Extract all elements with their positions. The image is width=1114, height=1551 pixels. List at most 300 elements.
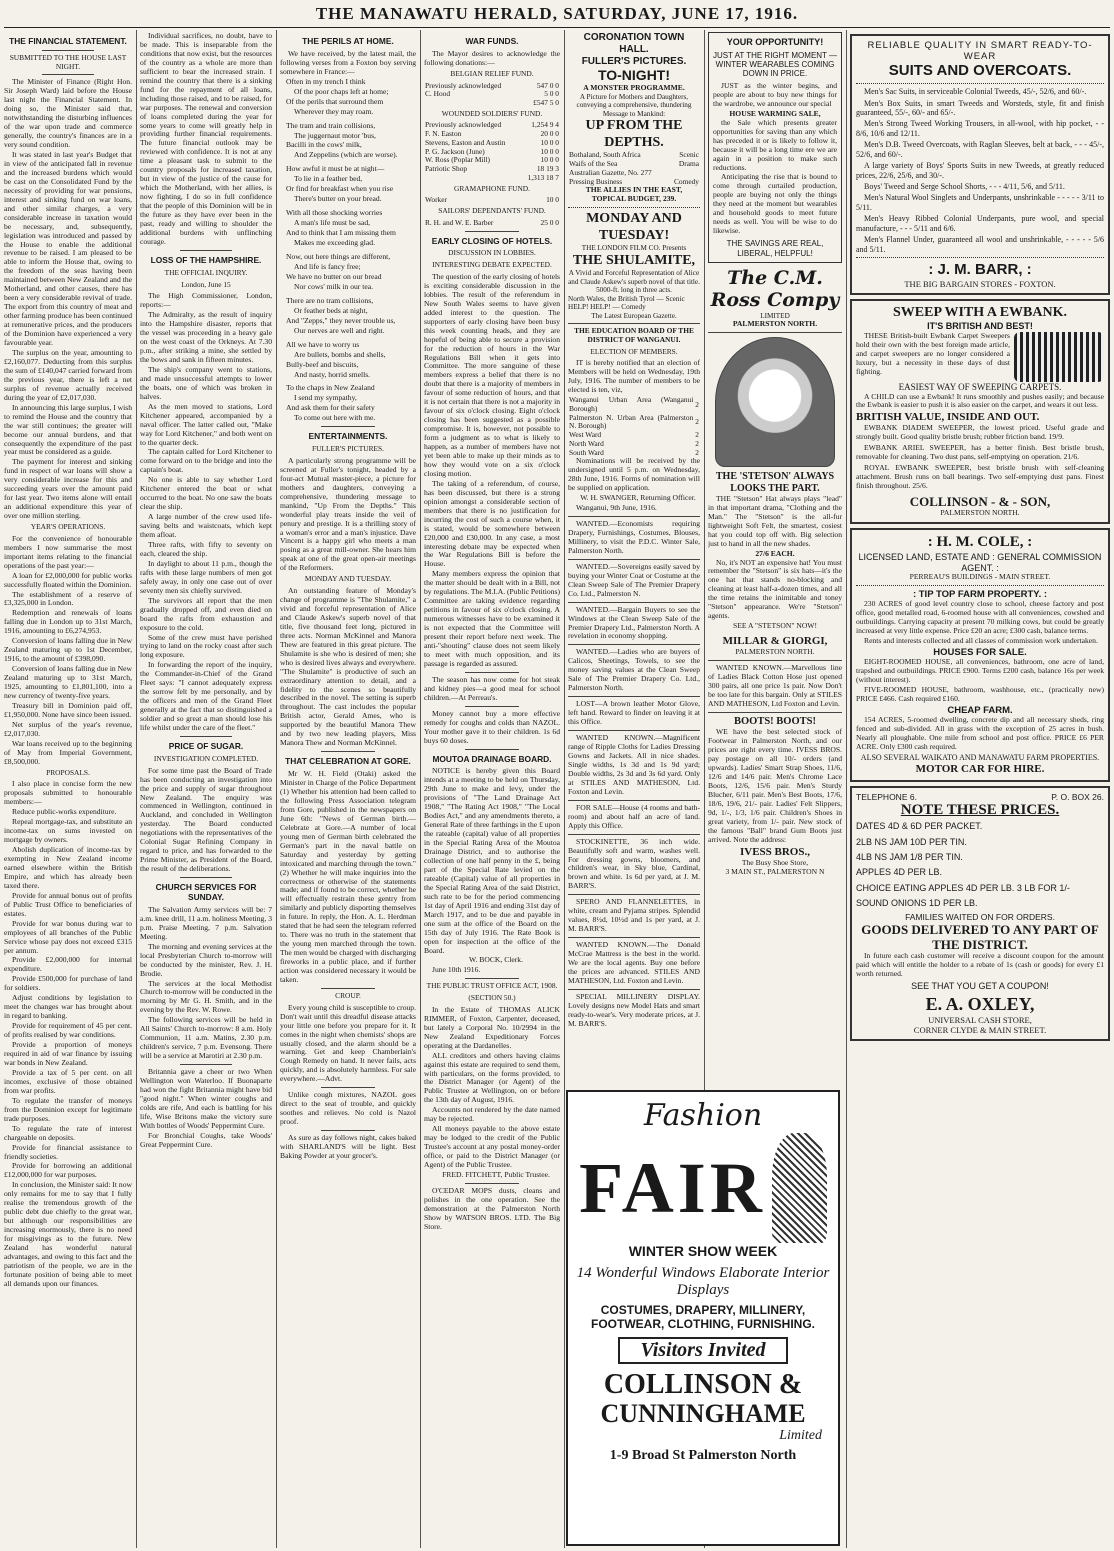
store-name: E. A. OXLEY,: [925, 993, 1035, 1014]
store-address: THE BIG BARGAIN STORES - FOXTON.: [904, 278, 1056, 289]
list-item: SOUND ONIONS 1D PER LB.: [856, 898, 978, 909]
divider: [321, 1130, 375, 1131]
list-item: Men's Heavy Ribbed Colonial Underpants, pure wool, and special manufacture, - - - 5/11 and 6/6.: [856, 214, 1104, 233]
store-address: CORNER CLYDE & MAIN STREET.: [913, 1025, 1047, 1036]
ross-logo: The C.M. Ross Compy: [710, 267, 840, 312]
lady-figure-illustration: [772, 1133, 827, 1243]
listing-heading: : TIP TOP FARM PROPERTY. :: [912, 589, 1048, 601]
ross-limited: LIMITED: [760, 311, 790, 320]
article-title: CHURCH SERVICES FOR SUNDAY.: [155, 882, 257, 902]
divider: [568, 696, 700, 697]
ad-heading: SUITS AND OVERCOATS.: [888, 62, 1072, 80]
row-value: 10 0 0: [540, 155, 559, 165]
list-item: Men's Box Suits, in smart Tweeds and Worsteds, style, fit and finish guaranteed, 55/-, 60/- and 65/-.: [856, 98, 1104, 117]
divider: [856, 83, 1104, 84]
poem-line: To the chaps in New Zealand: [286, 383, 375, 393]
article-title: ENTERTAINMENTS.: [308, 431, 388, 442]
list-item: Boys' Tweed and Serge School Shorts, - - - 4/11, 5/6, and 5/11.: [864, 182, 1065, 192]
man-in-hat-illustration: [715, 337, 835, 467]
carpet-sweeper-illustration: [1014, 332, 1104, 382]
paragraph: Nominations will be received by the undersigned until 5 p.m. on Wednesday, 28th June, 1916. Forms of nomination will be supplied on application.: [568, 456, 700, 493]
sale-name: HOUSE WARMING SALE,: [729, 108, 821, 118]
ad-text: Anticipating the rise that is bound to come through curtailed production, people are buying not only the things they need at the moment but wearables and household goods to meet future needs as well. You will be wise to do likewise.: [713, 172, 837, 236]
listing-text: 154 ACRES, 5-roomed dwelling, concrete dip and all necessary sheds, ring fenced and sub-divided. All in grass with the exception of 25 acres in bush. Nearly all ploughable. One mile from school and post office. PRICE £6 PER ACRE. Only £300 cash required.: [856, 715, 1104, 752]
agent-title: LICENSED LAND, ESTATE AND : GENERAL COMMISSION AGENT. :: [858, 552, 1102, 573]
paragraph: Provide a proportion of moneys required in aid of war finance by issuing war bonds in New Zealand.: [4, 1040, 132, 1067]
date: Wanganui, 9th June, 1916.: [576, 503, 657, 513]
paragraph: The morning and evening services at the local Presbyterian Church to-morrow will be conducted by the minister, Rev. J. H. Brodie.: [140, 941, 272, 978]
list-item: 4LB NS JAM 1/8 PER TIN.: [856, 852, 963, 863]
paragraph: The survivors all report that the men gradually dropped off, and even died on board the rafts from exhaustion and exposure to the cold.: [140, 595, 272, 632]
ad-text: North Wales, the British Tyrol — Scenic: [568, 294, 685, 303]
poem-line: Our nerves are well and right.: [294, 325, 385, 335]
list-item: CHOICE EATING APPLES 4D PER LB. 3 LB FOR 1/-: [856, 882, 1070, 893]
row-value: 2: [695, 416, 699, 426]
notice-title: MOUTOA DRAINAGE BOARD.: [432, 753, 552, 764]
row-value: Comedy: [673, 176, 699, 186]
list-item: ROYAL EWBANK SWEEPER, best bristle brush with self-cleaning attachment. Brush runs on ball bearings. Two self-emptying dust pans. Finest finish throughout. 25/6.: [856, 463, 1104, 491]
paragraph: In forwarding the report of the inquiry, the Commander-in-Chief of the Grand Fleet says: "I cannot adequately express the sorrow felt by me personally, and by the officers and men of the Grand Fleet generally at the fact that so distinguished a soldier and so great a man should lose his life whilst under the care of the fleet.": [140, 660, 272, 733]
masthead: THE MANAWATU HERALD, SATURDAY, JUNE 17, 1916.: [315, 4, 799, 23]
list-item: Men's Natural Wool Singlets and Underpants, unshrinkable - - - - - 3/11 to 5/11.: [856, 193, 1104, 212]
divider: [708, 332, 842, 333]
store-town: PALMERSTON NORTH.: [940, 508, 1020, 518]
ad-text: FAMILIES WAITED ON FOR ORDERS.: [905, 911, 1055, 922]
list-item: Men's Sac Suits, in serviceable Colonial Tweeds, 45/-, 52/6, and 60/-.: [864, 87, 1087, 97]
listing-heading: ALSO SEVERAL WAIKATO AND MANAWATU FARM PROPERTIES.: [860, 753, 1100, 763]
divider: [180, 1064, 233, 1065]
divider: [568, 937, 700, 938]
windows-text: 14 Wonderful Windows Elaborate Interior Displays: [576, 1265, 830, 1298]
paragraph: To regulate the rate of interest chargeable on deposits.: [4, 1123, 132, 1142]
paragraph: All moneys payable to the above estate may be lodged to the credit of the Public Trustee's account at any postal money-order office, or paid to the District Manager (or Agent) of the Public Trustee.: [424, 1124, 560, 1170]
signature: W. H. SWANGER, Returning Officer.: [580, 493, 696, 503]
ad-text: THE "Stetson" Hat always plays "lead" in that important drama, "Clothing and the Man." The "Stetson" is the all-fur lightweight Soft Felt, the smartest, cosiest hat you could top off with. Big selection just to hand in all the new shades.: [708, 493, 842, 548]
ewbank-ad: [850, 299, 1110, 525]
divider: [568, 800, 700, 801]
poem-line: There are no tram collisions,: [286, 295, 374, 305]
poem-line: And "Zepps," they never trouble us,: [286, 315, 396, 325]
listing-heading: MOTOR CAR FOR HIRE.: [915, 762, 1045, 775]
article-title: THAT CELEBRATION AT GORE.: [285, 756, 411, 767]
row-label: Bothaland, South Africa: [569, 150, 641, 160]
row-label: Patriotic Shop: [425, 164, 468, 174]
paragraph: Provide £500,000 for purchase of land for soldiers.: [4, 974, 132, 993]
election-list: [568, 396, 700, 457]
row-value: 10 0: [546, 195, 559, 205]
divider: [568, 559, 700, 560]
fashion-title: Fashion: [643, 1098, 763, 1133]
ad-heading: NOTE THESE PRICES.: [900, 801, 1060, 818]
column-rule: [276, 30, 277, 1548]
divider: [321, 751, 375, 752]
paragraph: Provide for annual bonus out of profits of Public Trust Office to beneficiaries of estates.: [4, 890, 132, 918]
listing-text: 230 ACRES of good level country close to school, cheese factory and post office, good metalled road, 6-roomed house with all conveniences, cowshed and outbuildings. Carrying capacity at present 70 milking cows, but could be greatly increased at very little expense. Price £20 an acre; £300 cash, balance terms.: [856, 599, 1104, 636]
list-item: Men's Flannel Under, guaranteed all wool and unshrinkable, - - - - - 5/6 and 5/11.: [856, 235, 1104, 254]
paragraph: Individual sacrifices, no doubt, have to be made. This is inseparable from the conditions that now exist, but the resources of the country as a whole are more than sufficient to bear the increased strain. I remind the country that there is a sinking fund for the repayment of all loans, including those raised, and to be raised, for war purposes. The renewal and conversion of loans completed during the year for some years to come will greatly help in providing further financial requirements. The future financial outlook may be reviewed with confidence. It is not at any time a pleasant task to submit to the country proposals for increased taxation, but in view of the justice of the cause for which the Motherland, with her allies, is now fighting, I do so in full confidence that the people of this Dominion will be in the future as they have ever been in the past, ready and willing to shoulder the additional burdens with unflinching courage.: [140, 32, 272, 246]
ad-text: The Latest European Gazette.: [591, 311, 677, 320]
ad-heading: RELIABLE QUALITY IN SMART READY-TO-WEAR: [867, 40, 1093, 63]
paragraph: Treasury bill in Dominion paid off, £1,950,000. None have since been issued.: [4, 700, 132, 719]
paragraph: The Salvation Army services will be: 7 a.m. knee drill, 11 a.m. holiness Meeting, 3 p.m. Praise Meeting, 7 p.m. Salvation Meeting.: [140, 904, 272, 941]
row-value: 2: [695, 438, 699, 448]
store-name: COLLINSON - & - SON,: [909, 494, 1051, 510]
paragraph: Conversion of loans falling due in New Zealand maturing up to 1st December, 1916, to the amount of £398,090.: [4, 636, 132, 664]
paragraph: For some time past the Board of Trade has been conducting an investigation into the price and supply of sugar throughout New Zealand. The enquiry was commenced in Wellington, continued in Auckland, and concluded in Wellington yesterday. The Board conducted negotiations with the representatives of the Colonial Sugar Refining Company in regard to price, and has forwarded to the Prime Minister, as President of the Board, the result of the deliberations.: [140, 765, 272, 874]
ad-heading: BOOTS! BOOTS!: [734, 715, 816, 727]
poem-line: To come out here with me.: [294, 413, 376, 423]
classified-ad: LOST—A brown leather Motor Glove, left hand. Reward to finder on leaving it at this Office.: [568, 699, 700, 727]
list-item: A large variety of Boys' Sports Suits in new Tweeds, at greatly reduced prices, 22/6, 25/6, and 30/-.: [856, 161, 1104, 180]
ad-subheading: EASIEST WAY OF SWEEPING CARPETS.: [898, 381, 1062, 392]
paragraph: To regulate the transfer of moneys from the Dominion except for legitimate trade purposes.: [4, 1095, 132, 1123]
row-label: Stevens, Easton and Austin: [425, 137, 506, 147]
store-name: COLLINSON &: [603, 1369, 803, 1400]
paragraph: ALL creditors and others having claims against this estate are required to send them, with particulars, on the forms provided, to the District Manager (or Agent) of the Public Trustee at Wellington, on or before the 13th day of August, 1916.: [424, 1050, 560, 1105]
store-address: 3 MAIN ST., PALMERSTON N: [725, 866, 825, 876]
listing-text: Rents and interests collected and all classes of commission work undertaken.: [864, 636, 1098, 646]
article-title: EARLY CLOSING OF HOTELS.: [431, 235, 553, 246]
programme-list: [568, 151, 700, 186]
paragraph: No one is able to say whether Lord Kitchener entered the boat or what occurred to the boat. No one saw the boats clear the ship.: [140, 475, 272, 512]
paragraph: Repeal mortgage-tax, and substitute an income-tax on sums invested on mortgage by owners.: [4, 817, 132, 845]
ad-subheading: IT'S BRITISH AND BEST!: [927, 321, 1033, 332]
agent-name: : H. M. COLE, :: [927, 534, 1033, 551]
poem-line: Are bullets, bombs and shells,: [294, 349, 386, 359]
store-subtitle: The Busy Shoe Store,: [741, 857, 809, 867]
row-label: Australian Gazette, No. 277: [569, 167, 652, 177]
poem-line: We have no butter on our bread: [286, 271, 382, 281]
divider: [465, 1183, 519, 1184]
listing-heading: HOUSES FOR SALE.: [933, 647, 1027, 659]
row-label: Pressing Business: [569, 176, 623, 186]
fair-title: FAIR: [579, 1148, 766, 1228]
poem-line: And nasty, horrid smells.: [294, 369, 371, 379]
ad-text: WE have the best selected stock of Footwear in Palmerston North, and our prices are right every time. IVESS BROS. pay postage on all 10/- orders (and upwards). Ladies' Smart Strap Shoes, 11/6, 12/6 and 14/6 pair. Men's Chrome Lace Boots, 12/6, 15/6 pair. Men's Sturdy Blucher, 6/11 pair. Men's Best Boots, 17/6, 18/6, 19/6, 21/- pair. Ladies' Felt Slippers, 9d, 1/-, 1/3, 1/6 pair. Children's Shoes in great variety, from 1/- pair. New stock of the famous "Ball" brand Gum Boots just arrived. Note the address:: [708, 727, 842, 844]
ad-text: THESE British-built Ewbank Carpet Sweepers hold their own with the best foreign made article, and carpet sweepers are no longer considered a luxury, but a necessity in these days of dust fighting.: [856, 330, 1010, 376]
store-town: PALMERSTON NORTH.: [735, 647, 815, 657]
divider: [465, 978, 519, 979]
paragraph: O'CEDAR MOPS dusts, cleans and polishes in the one operation. See the demonstration at the Palmerston North Show by WATSON BROS. LTD. The Big Store.: [424, 1185, 560, 1231]
divider: [856, 585, 1104, 586]
section-heading: YEAR'S OPERATIONS.: [30, 522, 106, 532]
row-label: West Ward: [569, 430, 602, 440]
ad-text: THE ALLIES IN THE EAST, TOPICAL BUDGET, 239.: [585, 185, 683, 204]
paragraph: Provide for war bonus during war to employees of all branches of the Public Service whose pay does not exceed £315 per annum.: [4, 918, 132, 955]
paragraph: In announcing this large surplus, I wish to remind the House and the country that the war still continues; the greater will become our annual burdens, and that consequently the expenditure of the past year must be considered as a guide.: [4, 402, 132, 457]
ad-heading: THE 'STETSON' ALWAYS LOOKS THE PART.: [715, 471, 835, 495]
paragraph: Provide £2,000,000 for internal expenditure.: [4, 955, 132, 974]
paragraph: Provide a tax of 5 per cent. on all incomes, exclusive of those obtained from war profits.: [4, 1067, 132, 1095]
column-3: [280, 32, 416, 1547]
ad-heading: FULLER'S PICTURES.: [581, 55, 687, 67]
divider: [321, 1087, 375, 1088]
donation-table: [424, 121, 560, 182]
poem-line: Or feather beds at night,: [294, 305, 368, 315]
paragraph: A loan for £2,000,000 for public works successfully floated within the Dominion.: [4, 570, 132, 589]
paragraph: For the convenience of honourable members I now summarise the most important items relating to the financial operations of the past year:—: [4, 533, 132, 570]
opportunity-ad: [708, 32, 842, 263]
row-value: 1,254 9 4: [531, 120, 559, 130]
column-7: [850, 32, 1110, 1547]
list-item: APPLES 4D PER LB.: [856, 867, 943, 878]
paragraph: For Bronchial Coughs, take Woods' Great Peppermint Cure.: [140, 1130, 272, 1149]
classified-ad: WANTED KNOWN.—Marvellous line of Ladies Black Cotton Hose just opened 300 pairs, all one price 1s pair. Now Don't be too late for this bargain. Only at STILES AND MATHESON, Ltd Foxton and Levin.: [708, 663, 842, 708]
paragraph: Every young child is susceptible to croup. Don't wait until this dreadful disease attacks your little one before you prepare for it. It comes in the night when chemists' shops are usually closed, and the alarm should be a warning. Get and keep Chamberlain's Cough Remedy on hand. It never fails, acts quickly, and is absolutely harmless. For sale everywhere.—Advt.: [280, 1002, 416, 1084]
store-name: CUNNINGHAME: [600, 1399, 806, 1428]
classified-ad: WANTED KNOWN.—The Donald McCrae Mattress is the best in the world. We are the local agents. Buy one before the prices are advanced. STILES AND MATHESON, Ltd. Foxton and Levin.: [568, 940, 700, 985]
divider: [568, 989, 700, 990]
row-value: 18 19 3: [536, 164, 559, 174]
ad-text: the Sale which presents greater opportunities for saving than any which has preceded it or is likely to follow it, because it will be a long time ere we are again in a position to make such reductions.: [713, 117, 837, 172]
store-name: : J. M. BARR, :: [928, 261, 1032, 279]
paragraph: The establishment of a reserve of £3,325,000 in London.: [4, 589, 132, 608]
row-label: W. Ross (Poplar Mill): [425, 155, 491, 165]
poem-line: Of the perils that surround them: [286, 96, 384, 106]
section-heading: PROPOSALS.: [46, 767, 90, 777]
section-heading: BELGIAN RELIEF FUND.: [450, 68, 534, 78]
paragraph: The ship's company went to stations, and made unsuccessful attempts to lower the boats, one of which was broken in halves.: [140, 364, 272, 401]
article-subtitle: INVESTIGATION COMPLETED.: [153, 753, 259, 763]
classified-ad: SPERO AND FLANNELETTES, in white, cream and Pyjama stripes. Splendid values, 8½d, 10½d and 1s per yard, at J. M. BARR'S.: [568, 897, 700, 934]
poem-line: A man's life must be sad,: [294, 218, 371, 228]
ad-heading: THE SHULAMITE,: [572, 252, 696, 268]
poem-line: And to think that I am missing them: [286, 228, 396, 238]
ad-text: JUST as the winter begins, and people are about to buy new things for the wardrobe, we announce our special: [713, 80, 837, 108]
table-row: [424, 219, 560, 228]
paragraph: The High Commissioner, London, reports:—: [140, 291, 272, 310]
paragraph: Abolish duplication of income-tax by exempting in New Zealand income earned elsewhere within the British Empire, and which has already been taxed there.: [4, 845, 132, 890]
paragraph: Provide for borrowing an additional £12,000,000 for war purposes.: [4, 1161, 132, 1180]
divider: [568, 894, 700, 895]
list-item: DATES 4D & 6D PER PACKET.: [856, 821, 983, 832]
show-week: WINTER SHOW WEEK: [628, 1243, 778, 1259]
paragraph: The taking of a referendum, of course, has been discussed, but there is a strong opinion amongst a considerable section of members that there is no justification for incurring the cost of such a course when, it is stated, would be somewhere between £20,000 and £30,000. In any case, a most interesting debate may be expected when the War Regulations Bill is before the House.: [424, 478, 560, 569]
row-value: 10 0 0: [540, 146, 559, 156]
paragraph: In conclusion, the Minister said: It now only remains for me to say that I fully realise the tremendous growth of the public debt due chiefly to the great war, but although our responsibilities are increasing enormously, there is no need for misgivings as to the future. New Zealand has wonderful natural advantages, and owing to this fact and the patriotism of the people, we are in the fortunate position of being able to meet all demands upon our finances.: [4, 1180, 132, 1288]
ad-tagline: THE SAVINGS ARE REAL, LIBERAL, HELPFUL!: [726, 239, 824, 258]
article-subtitle: THE OFFICIAL INQUIRY.: [164, 267, 248, 277]
classified-ad: WANTED.—Sovereigns easily saved by buying your Winter Coat or Costume at the Clean Sweep Sale of The Premier Drapery Co. Ltd., Palmerston N.: [568, 561, 700, 598]
divider: [180, 877, 233, 878]
article-subtitle: SUBMITTED TO THE HOUSE LAST NIGHT.: [9, 52, 127, 71]
paragraph: The question of the early closing of hotels is exciting considerable discussion in the lobbies. The result of the referendum in New South Wales seems to have given added interest to the question. The supporters of early closing have been busy this week counting heads, and they are hopeful of being able to secure a provision for the reduction of hours in the War Regulations Bill when it gets into Committee. The more sanguine of these members express a belief that there is no doubt that there is a majority of members in favour of some reduction of hours, and that it is not certain that there is not a majority in favour of six o'clock closing. Eight o'clock closing has been suggested as a possible compromise. It is, however, not possible to form a judgment as to what is likely to happen, as a number of members have not yet been able to make up their minds as to how they would vote on a six o'clock closing motion.: [424, 271, 560, 478]
row-label: [424, 174, 521, 183]
paragraph: Conversion of loans falling due in New Zealand maturing up to 31st March, 1925, amounting to £1,801,100, into a new currency of twenty-five years.: [4, 664, 132, 701]
paragraph: In the Estate of THOMAS ALICK RIMMER, of Foxton, Carpenter, deceased, but lately a Corporal No. 10/2994 in the New Zealand Expeditionary Forces operating at the Dardanelles.: [424, 1004, 560, 1050]
poem-line: To lie in a feather bed,: [294, 174, 363, 184]
column-rule: [564, 30, 565, 1548]
poem-line: And life is fancy free;: [294, 261, 361, 271]
poem-line: Bully-beef and biscuits,: [286, 359, 359, 369]
paragraph: Three rafts, with fifty to seventy on each, cleared the ship.: [140, 539, 272, 558]
paragraph: NOTICE is hereby given this Board intends at a meeting to be held on Thursday, 29th June to make and levy, under the provisions of "The Land Drainage Act 1908," "The Rating Act 1908," "The Local Bodies Act," and any amendments thereto, a General Rate of three farthings in the £ upon the rateable (capital) value of all properties in the Special Rating Area of the Moutoa Drainage District, and to authorise the collection of one half penny in the £, being part of the Special Rate levied on the rateable (Capital) value of all properties in the Special Rating Area of the said District, such rate to be for the period commencing 1st day of April 1916 and ending 31st day of March 1917, and to be due and payable in one sum at the office of the Board on the 15th day of July 1916. The Rate Book is open for inspection at the office of the Board.: [424, 766, 560, 955]
table-row: [424, 174, 560, 183]
divider: [465, 749, 519, 750]
paragraph: The payment for interest and sinking fund in respect of war loans will show a very considerable increase for this and succeeding years over the amount paid for last year. Two items alone will entail an additional expenditure this year of over one million sterling.: [4, 457, 132, 521]
donation-table: [424, 196, 560, 205]
poem-line: Nor cows' milk in our tea.: [294, 281, 373, 291]
store-address: 1-9 Broad St Palmerston North: [609, 1448, 797, 1463]
row-label: Palmerston N. Urban Area (Palmerston N. Borough): [569, 412, 694, 431]
poem-line: With all those shocking worries: [286, 208, 383, 218]
paragraph: In daylight to about 11 p.m., though the rafts with these large numbers of men got safely away, in only one case out of over seventy men six chiefly survived.: [140, 558, 272, 595]
price: 27/6 EACH.: [755, 548, 795, 558]
classified-ad: FOR SALE—House (4 rooms and bath-room) and about half an acre of land. Apply this Office.: [568, 802, 700, 830]
signature: FRED. FITCHETT, Public Trustee.: [442, 1170, 550, 1179]
paragraph: The captain called for Lord Kitchener to come forward on to the bridge and into the captain's boat.: [140, 447, 272, 475]
paragraph: The surplus on the year, amounting to £2,160,077. Deducting from this surplus the sum of £140,047 carried forward from the previous year, there is left a net surplus of revenue actually received during the year of £2,017,030.: [4, 347, 132, 402]
paragraph: Many members express the opinion that the matter should be dealt with in a Bill, not by regulations. The M.I.A. (Public Petitions) Committee are taking evidence regarding petitions in favour of six o'clock closing. A numerous witnesses have to be examined it is not expected that the Committee will present their report before next week. The anti-"shouting" clause does not seem likely to meet with much opposition, and its passage is regarded as assured.: [424, 569, 560, 668]
paragraph: As sure as day follows night, cakes baked with SHARLAND'S will be light. Best Baking Powder at your grocer's.: [280, 1133, 416, 1160]
ad-text: In future each cash customer will receive a discount coupon for the amount paid which will entitle the holder to a rebate of 1s (cash or goods) for every £1 worth returned.: [856, 951, 1104, 979]
ad-text: A MONSTER PROGRAMME.: [583, 82, 685, 92]
section-heading: WOUNDED SOLDIERS' FUND.: [441, 108, 543, 118]
listing-heading: CHEAP FARM.: [947, 705, 1013, 717]
row-label: F. N. Easton: [425, 129, 462, 139]
agent-address: PERREAU'S BUILDINGS - MAIN STREET.: [909, 572, 1051, 582]
ad-heading: MONDAY AND TUESDAY!: [586, 211, 682, 243]
paragraph: An outstanding feature of Monday's change of programme is "The Shulamite," a vivid and forceful representation of Alice and Claude Askew's superb novel of that title, five thousand feet long, pictured in three acts. Norman McKinnel and Manora Thew are featured in this great picture. The Shulamite is she who is desired of men; she who is desired lives always and everywhere. "The Shulamite" is productive of such an extraordinary attention to detail, and a fidelity to the scenes so beautifully described in the novel. The setting is superb throughout. The cast includes the popular British actor, Gerald Ames, who is supported by the beautiful Manora Thew and by two new leading players, Miss Manora Thew and Norman McKinnel.: [280, 586, 416, 748]
fashion-fair-ad: [566, 1090, 840, 1546]
row-label: P. G. Jackson (June): [425, 146, 485, 156]
poem-line: I send my sympathy,: [294, 393, 357, 403]
column-6: [708, 32, 842, 1082]
price-list: [856, 87, 1104, 254]
row-value: 547 0 0: [536, 80, 559, 90]
ad-text: THE LONDON FILM CO. Presents: [581, 244, 687, 253]
po-box: P. O. BOX 26.: [1051, 791, 1104, 802]
notice-subtitle: ELECTION OF MEMBERS.: [590, 346, 678, 356]
paragraph: It was stated in last year's Budget that in view of the anticipated fall in revenue and the increased burdens which would be cast on the Consolidated Fund by the necessity of providing for war pensions, interest and sinking fund on war loans, and other similar charges, a very considerable increase in taxation would be necessary, and, subsequently, legislation was introduced and passed by the House to enable the additional revenue to be raised. I am pleased to be able to inform the House that, owing to the freedom of the seas having been maintained between New Zealand and the Motherland, and other causes, there has been a very considerable revival of trade. The export from this country of meat and other farming produce has been continued at remunerative prices, and the producers of the Dominion have experienced a very favourable year.: [4, 150, 132, 348]
list-item: EWBANK ARIEL SWEEPER, has a better finish. Best bristle brush, removable for cleaning. Two dust pans, self-emptying on operation. 21/6.: [856, 443, 1104, 462]
row-label: C. Hood: [425, 89, 451, 99]
paragraph: Accounts not rendered by the date named may be rejected.: [424, 1105, 560, 1124]
paragraph: Net surplus of the year's revenue, £2,017,030.: [4, 719, 132, 738]
row-value: 10 0 0: [540, 137, 559, 147]
column-4: [424, 32, 560, 1547]
divider: [42, 50, 93, 51]
store-name: IVESS BROS.,: [739, 845, 810, 858]
paragraph: IT is hereby notified that an election of Members will be held on Wednesday, 19th July, 1916. The number of members to be elected is ten, viz,: [568, 358, 700, 395]
dateline: London, June 15: [181, 279, 231, 289]
poem-line: Or find for breakfast when you rise: [286, 184, 394, 194]
store-limited: Limited: [779, 1428, 822, 1443]
row-label: Worker: [425, 195, 447, 205]
paragraph: The season has now come for hot steak and kidney pies—a good meal for school children.—At Perreau's.: [424, 674, 560, 702]
row-label: North Ward: [569, 438, 604, 448]
paragraph: Reduce public-works expenditure.: [12, 807, 117, 817]
paragraph: A large number of the crew used life-saving belts and waistcoats, which kept them afloat.: [140, 512, 272, 540]
ad-text: A CHILD can use a Ewbank! It runs smoothly and pushes easily; and because the Ewbank is easier to push it is also easier on the carpet, and wears it out less.: [856, 391, 1104, 410]
divider: [180, 250, 233, 251]
listing-text: FIVE-ROOMED HOUSE, bathroom, washhouse, etc., (practically new) PRICE £466. Cash required £160.: [856, 685, 1104, 704]
poem-line: All we have to worry us: [286, 339, 360, 349]
ad-text: No, it's NOT an expensive hat! You must remember the "Stetson" is six hats—it's the one hat that stands no-blocking and cleaning at least half-a-dozen times, and all the time retains the inimitable and toney "Stetson" appearance. We're "Stetson" agents.: [708, 557, 842, 621]
paragraph: Unlike cough mixtures, NAZOL goes direct to the seat of trouble, and quickly soothes and relieves. No cold is Nazol proof.: [280, 1090, 416, 1127]
paragraph: Provide for financial assistance to friendly societies.: [4, 1142, 132, 1161]
row-value: 2: [695, 430, 699, 440]
paragraph: I also place in concise form the new proposals submitted to honourable members:—: [4, 779, 132, 807]
paragraph: Redemption and renewals of loans falling due in London up to 31st March, 1916, amounting to £6,274,953.: [4, 608, 132, 636]
row-label: [424, 99, 524, 108]
divider: [856, 257, 1104, 258]
row-value: 1,313 18 7: [527, 172, 559, 182]
paragraph: The Admiralty, as the result of inquiry into the Hampshire disaster, reports that the vessel was proceeding in a heavy gale on the west coast of the Orkneys. At 7.30 p.m., after striking a mine, she settled by the bows and sank in fifteen minutes.: [140, 310, 272, 364]
poem-line: The tram and train collisions,: [286, 120, 376, 130]
list-item: Men's Strong Tweed Working Trousers, in all-wool, with hip pocket, - - 8/6, 10/6 and 12/11.: [856, 119, 1104, 138]
paragraph: Mr W. H. Field (Otaki) asked the Minister in Charge of the Police Department (1) Whether his attention had been called to the following Press Association telegram from Gore, published in the newspapers on June 6th: "News of German birth.—Celebrate at Gore.—A number of local young men of German birth celebrated the German's part in the naval battle on Saturday and yesterday by getting intoxicated and marching through the town." (2) Whether he will make inquiries into the correctness or otherwise of the statements made; and if found to be correct, whether he will effectually restrain these gentry from similarly and publicly disporting themselves in future. In reply, the Hon. A. L. Herdman stated that he had seen the telegram referred to. There was no truth in the statement that the young men marched through the town. The men would be charged with discharging fireworks in a public place, and if further action was considered necessary it would be taken.: [280, 769, 416, 985]
divider: [568, 323, 700, 324]
store-name: MILLAR & GIORGI,: [722, 635, 828, 648]
paragraph: The services at the local Methodist Church to-morrow will be conducted in the morning by Mr G. H. Smith, and in the evening by the Rev. W. Rowe.: [140, 978, 272, 1015]
paragraph: Britannia gave a cheer or two When Wellington won Waterloo. If Buonaparte had won the fight Britannia might have bid "good night." When winter coughs and colds are rife, And each is battling for his life, Wise Britons make the victory sure With bottles of Woods' Peppermint Cure.: [140, 1067, 272, 1130]
donation-table: [424, 82, 560, 108]
signature: W. BOCK, Clerk.: [469, 955, 523, 965]
ross-town: PALMERSTON NORTH.: [732, 319, 818, 329]
paragraph: Provide for requirement of 45 per cent. of profits realised by war conditions.: [4, 1021, 132, 1040]
classified-ad: WANTED KNOWN.—Magnificent range of Ripple Cloths for Ladies Dressing Gowns and Jackets. All in nice shades. Single widths, 1s 3d and 1s 9d yard; Double widths, 2s 3d and 3s 6d yard. Only at STILES AND MATHESON, Ltd. Foxton and Levin.: [568, 733, 700, 796]
donation-table: [424, 219, 560, 228]
ad-subheading: JUST AT THE RIGHT MOMENT — WINTER WEARABLES COMING DOWN IN PRICE.: [713, 50, 838, 79]
column-1: [4, 32, 132, 1547]
ad-heading: YOUR OPPORTUNITY!: [726, 37, 824, 47]
classified-ad: SPECIAL MILLINERY DISPLAY. Lovely designs new Model Hats and smart ready-to-wear's. Very moderate prices, at J. M. BARR'S.: [568, 991, 700, 1028]
list-item: 2LB NS JAM 10D PER TIN.: [856, 836, 967, 847]
ad-heading: SWEEP WITH A EWBANK.: [892, 304, 1067, 320]
article-title: THE PERILS AT HOME.: [302, 36, 394, 46]
paragraph: Money cannot buy a more effective remedy for coughs and colds than NAZOL. Your mother gave it to their children. 1s 6d buys 60 doses.: [424, 708, 560, 745]
oxley-ad: [850, 786, 1110, 1041]
row-value: Scenic: [679, 150, 699, 160]
paragraph: We have received, by the latest mail, the following verses from a Foxton boy serving somewhere in France:—: [280, 48, 416, 76]
store-subtitle: UNIVERSAL CASH STORE,: [928, 1015, 1032, 1025]
poem-line: Often in my trench I think: [286, 76, 366, 86]
row-value: Drama: [678, 159, 699, 169]
table-row: [424, 99, 560, 108]
ad-subheading: BRITISH VALUE, INSIDE AND OUT.: [856, 411, 1040, 424]
price-list: [856, 819, 1104, 910]
ad-text: A Vivid and Forceful Representation of Alice and Claude Askew's superb novel of that title. 5000-ft. long in three acts.: [568, 269, 700, 295]
classified-ad: WANTED.—Economists requiring Drapery, Furnishings, Costumes, Blouses, Millinery, to visit the P.D.C. Winter Sale, Palmerston North.: [568, 519, 700, 555]
paragraph: As the men moved to stations, Lord Kitchener appeared, accompanied by a naval officer. The latter called out, "Make way for Lord Kitchener," and both went on to the quarter deck.: [140, 401, 272, 447]
section-heading: MONDAY AND TUESDAY.: [304, 574, 392, 584]
departments: COSTUMES, DRAPERY, MILLINERY, FOOTWEAR, CLOTHING, FURNISHING.: [591, 1303, 815, 1331]
table-row: [424, 196, 560, 205]
ad-tagline: SEE A "STETSON" NOW!: [732, 621, 818, 631]
paragraph: Some of the crew must have perished trying to land on the rocky coast after such long exposure.: [140, 632, 272, 660]
product-list: [856, 424, 1104, 491]
row-value: 25 0 0: [540, 217, 559, 227]
telephone: TELEPHONE 6.: [856, 791, 917, 802]
row-label: South Ward: [569, 447, 604, 457]
paragraph: A particularly strong programme will be screened at Fuller's tonight, headed by a four-act Mutual master-piece, a picture for mothers and daughters, conveying a comprehensive, thundering message to mankind, "Up From the Depths." This wonderful play treats inside the veil of penury and prestige. It is a thrilling story of a woman's error and a man's injustice. Dave Vincent is a happy girl who meets a man posing as a great mill-owner. She hears him speak at one of the great open-air meetings of the Reformers.: [280, 455, 416, 573]
list-item: EWBANK DIADEM SWEEPER, the lowest priced. Useful grade and strongly built. Good quality bristle brush; rubber friction band. 19/9.: [856, 423, 1104, 442]
paragraph: The Minister of Finance (Right Hon. Sir Joseph Ward) laid before the House last night the Financial Statement. In doing so, the Minister said that, notwithstanding the disturbing influences of the war upon trade and commerce generally, the country's finances are in a very sound condition.: [4, 77, 132, 150]
paragraph: Adjust conditions by legislation to meet the changes war has brought about in regard to banking.: [4, 993, 132, 1021]
divider: [180, 736, 233, 737]
ad-tagline: SEE THAT YOU GET A COUPON!: [911, 981, 1049, 992]
divider: [42, 74, 93, 75]
divider: [568, 834, 700, 835]
row-label: Wanganui Urban Area (Wanganui Borough): [569, 395, 694, 413]
cole-ad: [850, 528, 1110, 781]
paragraph: The Mayor desires to acknowledge the following donations:—: [424, 48, 560, 67]
divider: [321, 988, 375, 989]
divider: [568, 644, 700, 645]
classified-ad: STOCKINETTE, 36 inch wide. Beautifully soft and warm, washes well. For dressing gowns, bloomers, and children's wear, in Sky blue, Cardinal, brown and white. 1s 6d per yard, at J. M. BARR'S.: [568, 836, 700, 891]
notice-title: THE PUBLIC TRUST OFFICE ACT, 1908.: [426, 981, 558, 991]
